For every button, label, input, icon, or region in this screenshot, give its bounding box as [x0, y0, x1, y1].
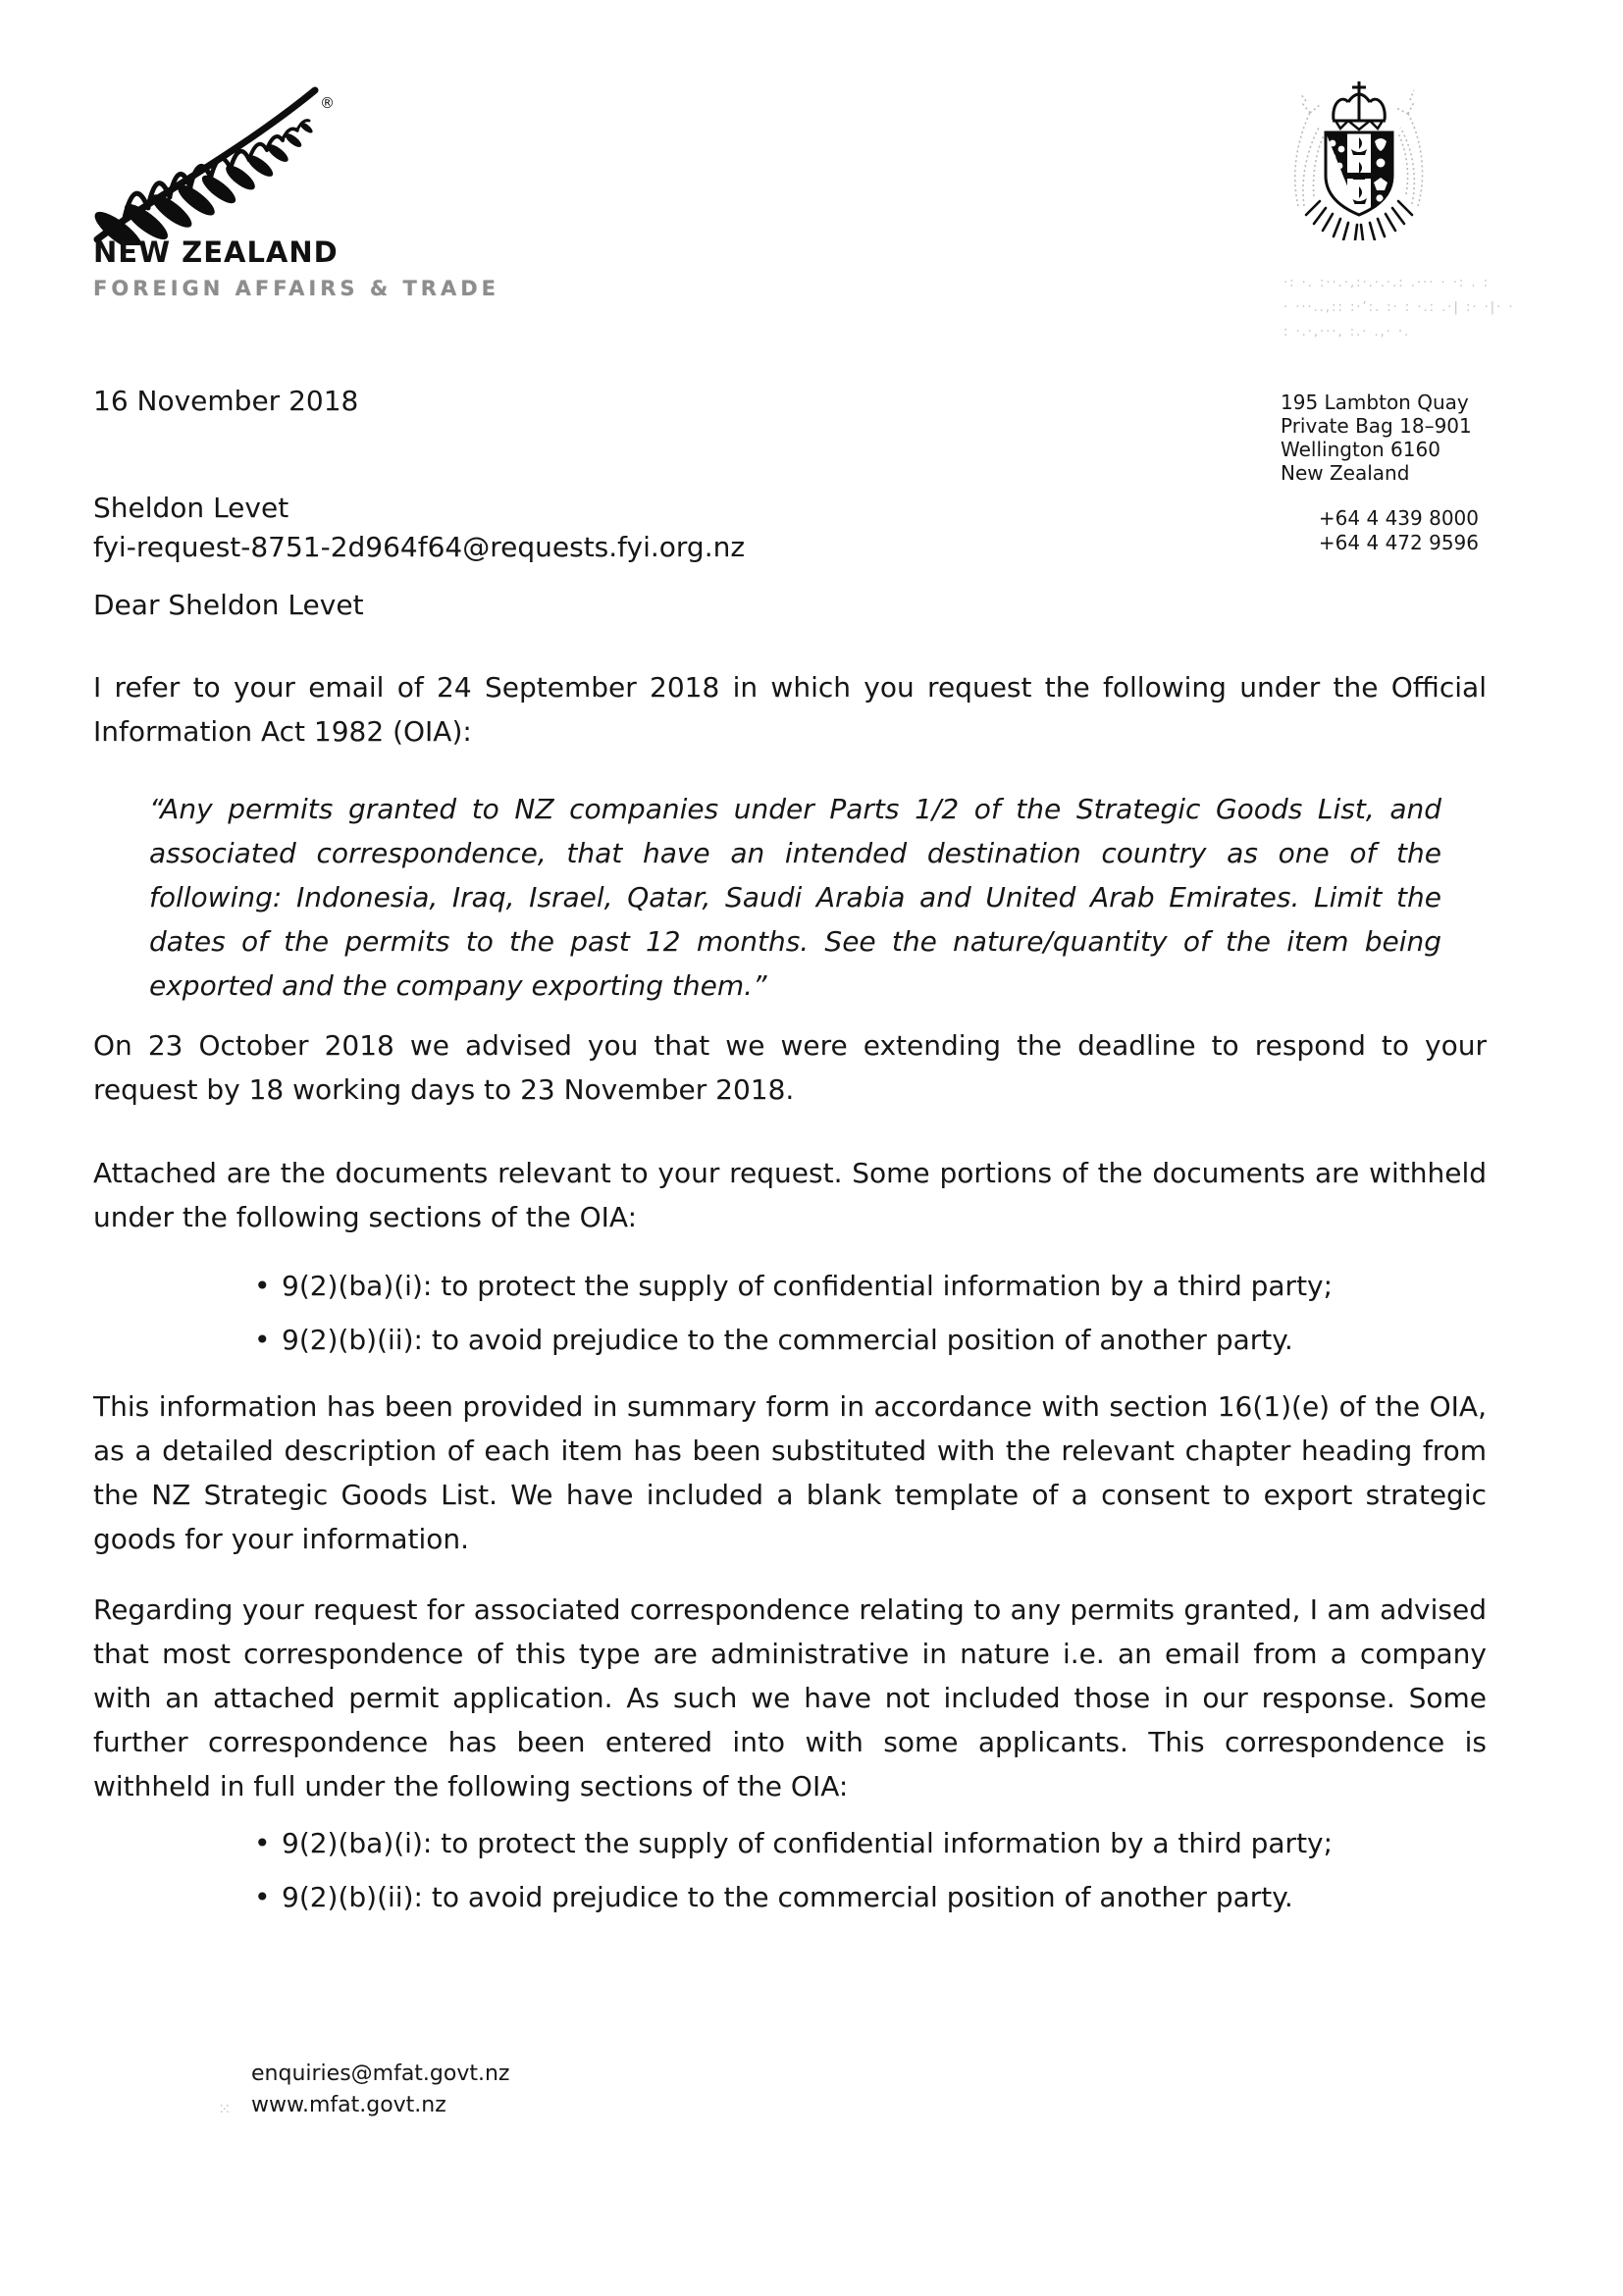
contact-email: enquiries@mfat.govt.nz: [251, 2061, 510, 2086]
list-item: • 9(2)(ba)(i): to protect the supply of confidential information by a third party;: [282, 1821, 1487, 1865]
crest-caption-line: ·: ·. :··.·,:·.·.·.: .··· · ·: . :: [1283, 276, 1490, 290]
address-line: 195 Lambton Quay: [1281, 391, 1469, 414]
recipient-name: Sheldon Levet: [93, 492, 289, 524]
paragraph-intro: I refer to your email of 24 September 2018 in which you request the following under the Official Information Act 1982 (OIA):: [93, 671, 1487, 748]
paragraph-attached: Attached are the documents relevant to your request. Some portions of the documents are withheld under the following sections of the OIA:: [93, 1157, 1487, 1233]
paragraph-correspondence: Regarding your request for associated correspondence relating to any permits granted, I am advised that most correspondence of this type are administrative in nature i.e. an email from a company with an attached permit application. As such we have not included those in our response. Some further correspondence has been entered into with some applicants. This correspondence is withheld in full under the following sections of the OIA:: [93, 1593, 1487, 1802]
list-item: • 9(2)(b)(ii): to avoid prejudice to the commercial position of another party.: [282, 1318, 1487, 1362]
list-item: • 9(2)(ba)(i): to protect the supply of confidential information by a third party;: [282, 1264, 1487, 1308]
phone-number: +64 4 439 8000: [1318, 506, 1479, 530]
phone-block: [1281, 506, 1479, 555]
withholding-grounds-list-2: [93, 1821, 1487, 1919]
sender-address-block: [1281, 391, 1479, 555]
address-line: Private Bag 18–901: [1281, 414, 1472, 438]
request-quote: “Any permits granted to NZ companies under Parts 1/2 of the Strategic Goods List, and associated correspondence, that have an intended destination country as one of the following: Indonesia, Iraq, Israel, Qatar, Saudi Arabia and United Arab Emirates. Limit the dates of the permits to the past 12 months. See the nature/quantity of the item being exported and the company exporting them.”: [149, 793, 1441, 1002]
crest-caption-faint-text: [1283, 271, 1515, 344]
list-item: • 9(2)(b)(ii): to avoid prejudice to the commercial position of another party.: [282, 1875, 1487, 1919]
address-line: Wellington 6160: [1281, 438, 1440, 461]
paragraph-extension: On 23 October 2018 we advised you that we were extending the deadline to respond to your request by 18 working days to 23 November 2018.: [93, 1029, 1487, 1106]
silver-fern-logo: [91, 78, 332, 245]
recipient-block: [93, 489, 745, 567]
brand-subtitle: FOREIGN AFFAIRS & TRADE: [93, 277, 500, 300]
letter-date: 16 November 2018: [93, 385, 359, 417]
contact-website: ⁙ www.mfat.govt.nz: [251, 2090, 509, 2121]
crest-caption-line: : ·.·,···, :.· .,· ·.: [1283, 325, 1411, 339]
recipient-email: fyi-request-8751-2d964f64@requests.fyi.org.nz: [93, 531, 746, 563]
crest-caption-line: · ···..,:: :·’:. :· : ·.: .·| :· ·|· ·: [1283, 300, 1515, 315]
withholding-grounds-list-1: [93, 1264, 1487, 1362]
phone-number: +64 4 472 9596: [1318, 531, 1479, 554]
address-line: New Zealand: [1281, 461, 1410, 485]
brand-name: NEW ZEALAND: [93, 235, 339, 269]
letter-body: [93, 665, 1487, 1942]
salutation: Dear Sheldon Levet: [93, 589, 364, 621]
coat-of-arms-icon: [1271, 78, 1447, 240]
paragraph-summary-form: This information has been provided in summary form in accordance with section 16(1)(e) of the OIA, as a detailed description of each item has been substituted with the relevant chapter heading from the NZ Strategic Goods List. We have included a blank template of a consent to export strategic goods for your information.: [93, 1390, 1487, 1555]
registered-trademark-icon: ®: [320, 94, 335, 112]
letter-footer: [251, 2059, 509, 2121]
